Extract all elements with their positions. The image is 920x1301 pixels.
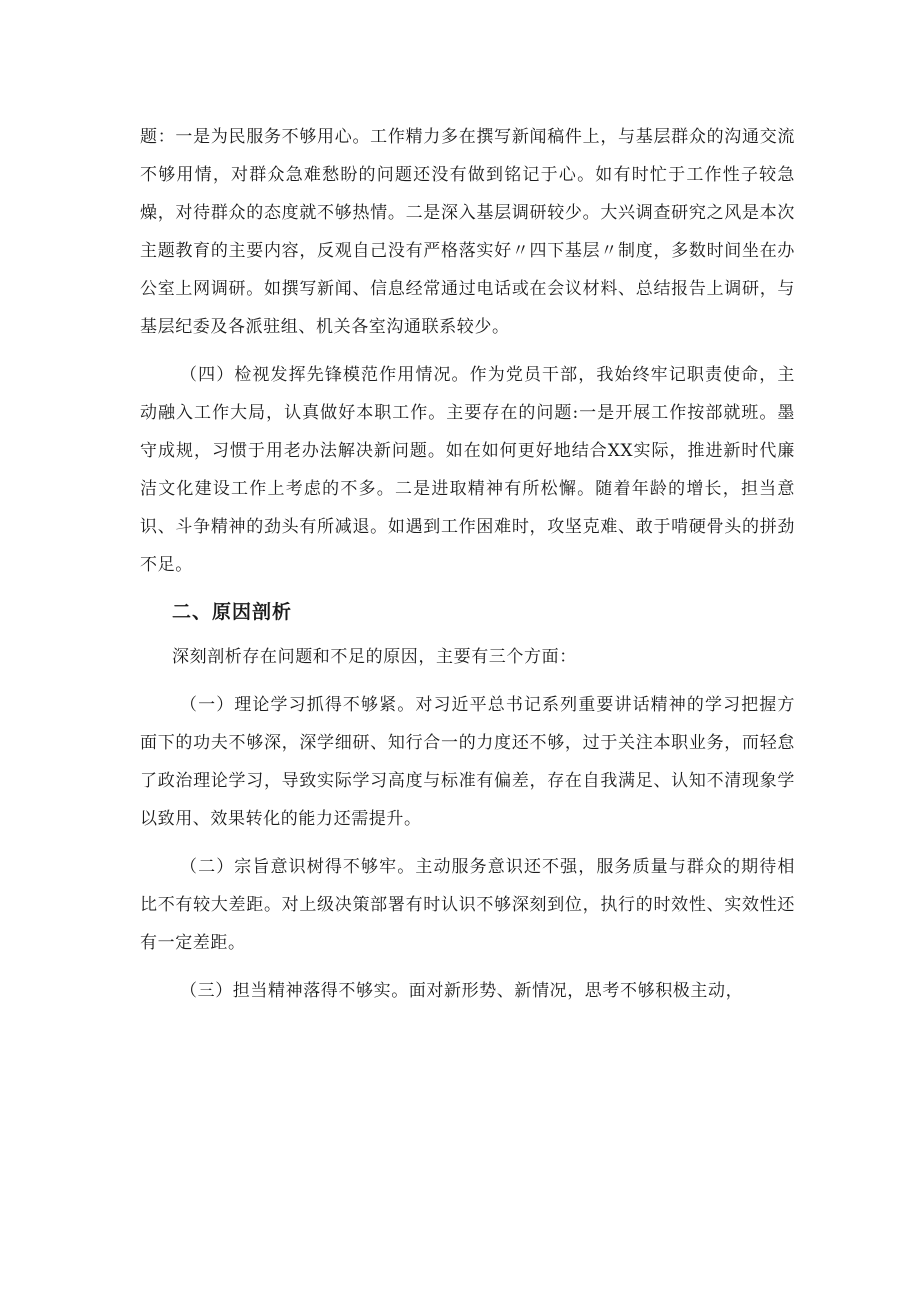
paragraph-cause-two: （二）宗旨意识树得不够牢。主动服务意识还不强，服务质量与群众的期待相比不有较大差距。对上级决策部署有时认识不够深刻到位，执行的时效性、实效性还有一定差距。 <box>140 857 795 953</box>
paragraph-intro: 深刻剖析存在问题和不足的原因，主要有三个方面： <box>172 647 577 667</box>
paragraph-continuation: 题：一是为民服务不够用心。工作精力多在撰写新闻稿件上，与基层群众的沟通交流不够用情，对群众急难愁盼的问题还没有做到铭记于心。如有时忙于工作性子较急燥，对待群众的态度就不够热情。二是深入基层调研较少。大兴调查研究之风是本次主题教育的主要内容，反观自己没有严格落实好〃四下基层〃制度，多数时间坐在办公室上网调研。如撰写新闻、信息经常通过电话或在会议材料、总结报告上调研，与基层纪委及各派驻组、机关各室沟通联系较少。 <box>140 127 795 337</box>
document-page <box>140 118 795 1010</box>
paragraph-cause-one: （一）理论学习抓得不够紧。对习近平总书记系列重要讲话精神的学习把握方面下的功夫不够深，深学细研、知行合一的力度还不够，过于关注本职业务，而轻怠了政治理论学习，导致实际学习高度与标准有偏差，存在自我满足、认知不清现象学以致用、效果转化的能力还需提升。 <box>140 695 795 829</box>
section-heading-cause-analysis: 二、原因剖析 <box>172 601 293 623</box>
paragraph-cause-three: （三）担当精神落得不够实。面对新形势、新情况，思考不够积极主动， <box>180 981 744 1001</box>
paragraph-section-four: （四）检视发挥先锋模范作用情况。作为党员干部，我始终牢记职责使命，主动融入工作大局，认真做好本职工作。主要存在的问题:一是开展工作按部就班。墨守成规，习惯于用老办法解决新问题。如在如何更好地结合XX实际，推进新时代廉洁文化建设工作上考虑的不多。二是进取精神有所松懈。随着年龄的增长，担当意识、斗争精神的劲头有所减退。如遇到工作困难时，攻坚克难、敢于啃硬骨头的拼劲不足。 <box>140 365 795 575</box>
